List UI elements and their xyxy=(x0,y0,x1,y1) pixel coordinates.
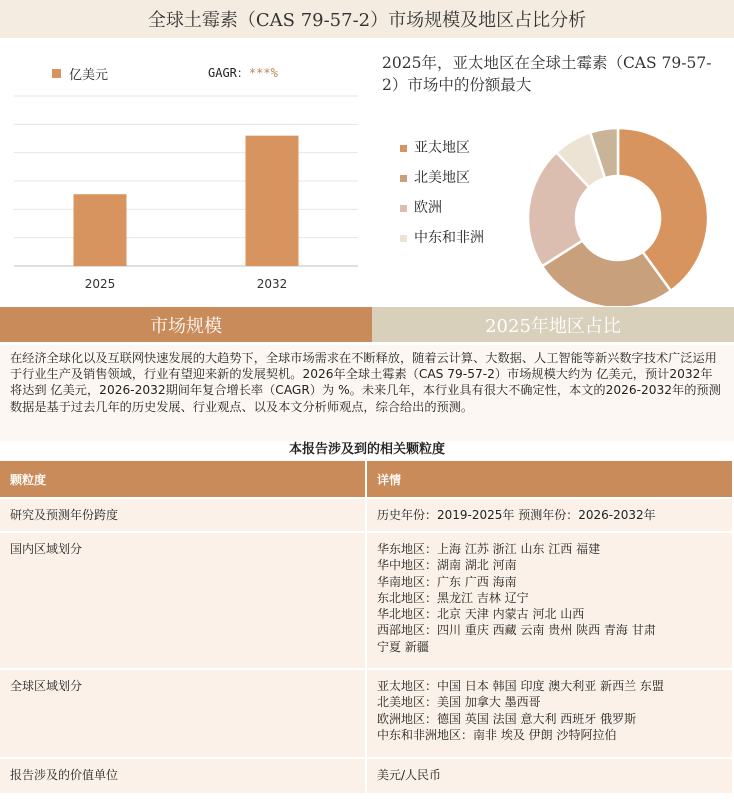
detail-line: 中东和非洲地区：南非 埃及 伊朗 沙特阿拉伯 xyxy=(377,727,617,742)
cagr-label-text: GAGR： xyxy=(208,66,249,80)
row-label: 国内区域划分 xyxy=(0,532,366,669)
detail-line: 美元/人民币 xyxy=(377,768,442,782)
row-label: 全球区域划分 xyxy=(0,669,366,758)
legend-label: 北美地区 xyxy=(414,170,470,186)
legend-label: 中东和非洲 xyxy=(414,230,484,246)
table-title: 本报告涉及到的相关颗粒度 xyxy=(288,442,445,457)
legend-label: 欧洲 xyxy=(414,200,442,216)
section-market-size xyxy=(0,307,372,342)
detail-line: 北美地区：美国 加拿大 墨西哥 xyxy=(377,695,541,710)
table-row xyxy=(0,498,733,532)
table-header-row xyxy=(0,461,733,498)
bar-2025 xyxy=(74,194,127,266)
donut-title: 2025年，亚太地区在全球土霉素（CAS 79-57-2）市场中的份额最大 xyxy=(382,54,712,94)
donut-legend xyxy=(400,138,510,258)
legend-swatch xyxy=(52,69,61,78)
donut-chart-svg xyxy=(510,106,730,306)
donut-legend-item xyxy=(400,228,510,248)
table-header-details: 详情 xyxy=(366,461,733,498)
x-tick-label: 2032 xyxy=(256,277,288,291)
bar-2032 xyxy=(246,136,299,266)
detail-line: 亚太地区：中国 日本 韩国 印度 澳大利亚 新西兰 东盟 xyxy=(377,679,664,693)
row-details xyxy=(366,669,733,758)
cagr-label xyxy=(208,64,278,81)
legend-swatch xyxy=(400,205,407,212)
legend-swatch xyxy=(400,145,407,152)
section-region-share-label: 2025年地区占比 xyxy=(485,315,621,337)
detail-line: 华中地区：湖南 湖北 河南 xyxy=(377,558,517,573)
x-tick-label: 2025 xyxy=(84,277,116,291)
row-label: 报告涉及的价值单位 xyxy=(0,758,366,793)
detail-line: 华东地区：上海 江苏 浙江 山东 江西 福建 xyxy=(377,542,601,556)
row-details xyxy=(366,532,733,669)
donut-legend-item xyxy=(400,198,510,218)
cagr-value: ***% xyxy=(248,66,278,80)
detail-line: 宁夏 新疆 xyxy=(377,639,429,654)
region-share-chart xyxy=(372,38,734,306)
legend-label: 亿美元 xyxy=(69,68,109,83)
detail-line: 东北地区：黑龙江 吉林 辽宁 xyxy=(377,590,529,605)
table-row xyxy=(0,669,733,758)
detail-line: 西部地区：四川 重庆 西藏 云南 贵州 陕西 青海 甘肃 xyxy=(377,623,656,638)
row-details xyxy=(366,758,733,793)
row-label: 研究及预测年份跨度 xyxy=(0,498,366,532)
row-details xyxy=(366,498,733,532)
donut-legend-item xyxy=(400,138,510,158)
table-row xyxy=(0,758,733,793)
granularity-table xyxy=(0,461,734,793)
page-title-text: 全球土霉素（CAS 79-57-2）市场规模及地区占比分析 xyxy=(147,10,587,31)
section-region-share xyxy=(372,307,734,342)
legend-swatch xyxy=(400,175,407,182)
market-size-chart xyxy=(0,38,372,306)
detail-line: 华北地区：北京 天津 内蒙古 河北 山西 xyxy=(377,607,585,622)
table-header-granularity: 颗粒度 xyxy=(0,461,366,498)
section-market-size-label: 市场规模 xyxy=(150,315,222,337)
bar-legend xyxy=(52,64,108,83)
table-row xyxy=(0,532,733,669)
legend-swatch xyxy=(400,235,407,242)
page-title xyxy=(0,0,734,38)
detail-line: 历史年份：2019-2025年 预测年份：2026-2032年 xyxy=(377,508,656,522)
detail-line: 华南地区：广东 广西 海南 xyxy=(377,574,517,589)
detail-line: 欧洲地区：德国 英国 法国 意大利 西班牙 俄罗斯 xyxy=(377,711,637,726)
donut-legend-item xyxy=(400,168,510,188)
description-text: 在经济全球化以及互联网快速发展的大趋势下，全球市场需求在不断释放，随着云计算、大数据、人工智能等新兴数字技术广泛运用于行业生产及销售领域，行业有望迎来新的发展契机。2026年全球土霉素（CAS 79-57-2）市场规模大约为 亿美元，预计2032年将达到 亿美元，2026-2032期间年复合增长率（CAGR）为 %。未来几年，本行业具有很大不确定性，本文的2026-2032年的预测数据是基于过去几年的历史发展、行业观点、以及本文分析师观点，综合给出的预测。 xyxy=(0,345,734,441)
legend-label: 亚太地区 xyxy=(414,140,470,156)
